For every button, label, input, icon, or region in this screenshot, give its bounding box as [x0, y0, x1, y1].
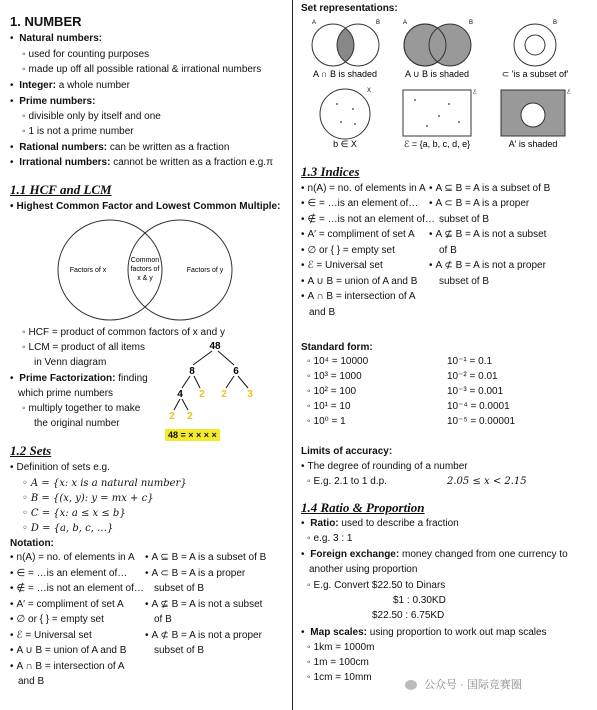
ratio-item: • Ratio: used to describe a fraction [301, 518, 459, 530]
tree-r2b: 3 [247, 389, 253, 400]
notation-left-7: • A ∪ B = union of A and B [10, 645, 126, 657]
prime-sub-1: ◦ divisible only by itself and one [22, 111, 161, 123]
standard-left-1: ◦ 10⁴ = 10000 [307, 356, 368, 368]
notation-left-6: • ℰ = Universal set [10, 630, 92, 642]
number-title: 1. NUMBER [10, 14, 82, 29]
wechat-icon [405, 680, 417, 690]
tree-r1: 6 [233, 366, 239, 377]
pf-multiply-2: the original number [34, 418, 120, 429]
indices-left-9: and B [309, 307, 336, 318]
caption-complement: A′ is shaded [508, 139, 558, 149]
indices-right-6: • A ⊄ B = A is not a proper [429, 260, 546, 272]
notation-right-6: • A ⊄ B = A is not a proper [145, 630, 262, 642]
set-d: ◦ D = {a, b, c, …} [22, 523, 113, 535]
standard-right-4: 10⁻⁴ = 0.0001 [447, 401, 510, 412]
set-representations-grid [303, 14, 593, 150]
notation-left-3: • ∉ = …is not an element of… [10, 583, 144, 595]
lcm-definition-1: ◦ LCM = product of all items [22, 342, 145, 354]
indices-left-1: • n(A) = no. of elements in A [301, 183, 426, 195]
notation-left-8: • A ∩ B = intersection of A [10, 661, 125, 673]
accuracy-text: • The degree of rounding of a number [301, 461, 468, 473]
set-representations-title: Set representations: [301, 3, 398, 14]
notation-right-5: of B [154, 614, 172, 625]
label-a-1: A [312, 20, 317, 26]
label-x: X [367, 88, 372, 94]
indices-right-2: • A ⊂ B = A is a proper [429, 198, 529, 210]
hcf-definition: ◦ HCF = product of common factors of x and y [22, 327, 225, 339]
indices-left-5: • ∅ or { } = empty set [301, 245, 395, 257]
notation-left-2: • ∈ = …is an element of… [10, 568, 127, 580]
foreign-exchange-result: $22.50 : 6.75KD [372, 610, 445, 621]
prime-factorization-item: • Prime Factorization: finding [10, 373, 148, 385]
map-scales-item: • Map scales: using proportion to work out map scales [301, 627, 547, 639]
venn-mid-label-2: factors of [130, 266, 160, 273]
accuracy-example: ◦ E.g. 2.1 to 1 d.p. [307, 476, 387, 488]
map-scale-2: ◦ 1m = 100cm [307, 657, 369, 669]
indices-right-4: • A ⊈ B = A is not a subset [429, 229, 546, 241]
standard-form-title: Standard form: [301, 342, 373, 353]
prime-numbers-item: • Prime numbers: [10, 96, 95, 108]
notation-right-3: subset of B [154, 583, 205, 594]
indices-left-3: • ∉ = …is not an element of… [301, 214, 435, 226]
notation-left-5: • ∅ or { } = empty set [10, 614, 104, 626]
prime-sub-2: ◦ 1 is not a prime number [22, 126, 134, 138]
notation-right-7: subset of B [154, 645, 205, 656]
label-b-3: B [553, 20, 558, 26]
venn-right-label: Factors of y [186, 267, 224, 274]
notation-right-4: • A ⊈ B = A is not a subset [145, 599, 262, 611]
notation-left-1: • n(A) = no. of elements in A [10, 552, 135, 564]
standard-right-3: 10⁻³ = 0.001 [447, 386, 504, 397]
hcf-heading: • Highest Common Factor and Lowest Common Multiple: [10, 201, 280, 213]
indices-right-5: of B [439, 245, 457, 256]
foreign-exchange-item: • Foreign exchange: money changed from one currency to [301, 549, 568, 561]
natural-sub-1: ◦ used for counting purposes [22, 49, 149, 61]
column-divider [292, 0, 293, 710]
notation-heading: Notation: [10, 538, 54, 549]
standard-right-2: 10⁻² = 0.01 [447, 371, 498, 382]
indices-left-7: • A ∪ B = union of A and B [301, 276, 417, 288]
standard-right-1: 10⁻¹ = 0.1 [447, 356, 493, 367]
tree-root: 48 [209, 341, 221, 352]
indices-right-7: subset of B [439, 276, 490, 287]
notation-left-9: and B [18, 676, 45, 687]
pf-multiply-1: ◦ multiply together to make [22, 403, 140, 415]
accuracy-title: Limits of accuracy: [301, 446, 393, 457]
ratio-example: ◦ e.g. 3 : 1 [307, 533, 352, 545]
foreign-exchange-example: ◦ E.g. Convert $22.50 to Dinars [307, 580, 445, 592]
indices-left-4: • A′ = compliment of set A [301, 229, 415, 241]
label-e-6: ℰ [567, 90, 571, 96]
map-scale-3: ◦ 1cm = 10mm [307, 672, 372, 684]
indices-left-6: • ℰ = Universal set [301, 260, 383, 272]
standard-left-5: ◦ 10⁰ = 1 [307, 416, 346, 428]
set-b: ◦ B = {(x, y): y = mx + c} [22, 493, 154, 505]
natural-sub-2: ◦ made up off all possible rational & irrational numbers [22, 64, 261, 76]
standard-left-3: ◦ 10² = 100 [307, 386, 356, 398]
venn-mid-label-3: x & y [137, 275, 153, 282]
set-a: ◦ A = {x: x is a natural number} [22, 478, 187, 490]
accuracy-range: 2.05 ≤ x < 2.15 [447, 476, 527, 487]
factor-tree-result: 48 = × × × × [165, 429, 220, 441]
label-a-2: A [403, 20, 408, 26]
sets-title: 1.2 Sets [10, 443, 52, 458]
sets-definition: • Definition of sets e.g. [10, 462, 110, 474]
tree-r2a: 2 [221, 389, 227, 400]
prime-factorization-line-2: which prime numbers [18, 388, 114, 399]
lcm-definition-2: in Venn diagram [34, 357, 107, 368]
notation-right-1: • A ⊆ B = A is a subset of B [145, 552, 266, 564]
tree-l2: 4 [177, 389, 183, 400]
hcf-venn-diagram [55, 218, 235, 322]
integer-item: • Integer: a whole number [10, 80, 130, 92]
caption-universal: ℰ = {a, b, c, d, e} [403, 139, 471, 149]
irrational-item: • Irrational numbers: cannot be written as a fraction e.g.π [10, 157, 273, 169]
foreign-exchange-rate: $1 : 0.30KD [393, 595, 446, 606]
tree-m3: 2 [187, 411, 193, 422]
caption-element: b ∈ X [333, 139, 357, 149]
caption-union: A ∪ B is shaded [404, 69, 470, 79]
venn-mid-label-1: Common [130, 257, 160, 264]
notation-left-4: • A′ = compliment of set A [10, 599, 124, 611]
ratio-title: 1.4 Ratio & Proportion [301, 500, 425, 515]
label-e-5: ℰ [473, 90, 477, 96]
tree-l1: 8 [189, 366, 195, 377]
standard-left-2: ◦ 10³ = 1000 [307, 371, 362, 383]
label-b-1: B [376, 20, 381, 26]
factor-tree [160, 338, 270, 422]
tree-l3: 2 [169, 411, 175, 422]
caption-intersection: A ∩ B is shaded [312, 69, 378, 79]
map-scale-1: ◦ 1km = 1000m [307, 642, 374, 654]
standard-right-5: 10⁻⁵ = 0.00001 [447, 416, 516, 427]
indices-right-3: subset of B [439, 214, 490, 225]
rational-item: • Rational numbers: can be written as a fraction [10, 142, 229, 154]
standard-left-4: ◦ 10¹ = 10 [307, 401, 351, 413]
indices-left-8: • A ∩ B = intersection of A [301, 291, 416, 303]
indices-left-2: • ∈ = …is an element of… [301, 198, 418, 210]
hcf-lcm-title: 1.1 HCF and LCM [10, 182, 112, 197]
indices-title: 1.3 Indices [301, 164, 360, 179]
foreign-exchange-line-2: another using proportion [309, 564, 418, 575]
label-b-2: B [469, 20, 474, 26]
notation-right-2: • A ⊂ B = A is a proper [145, 568, 245, 580]
natural-numbers-item: • Natural numbers: [10, 33, 102, 45]
indices-right-1: • A ⊆ B = A is a subset of B [429, 183, 550, 195]
tree-m2: 2 [199, 389, 205, 400]
watermark: 公众号 · 国际竞赛圈 [405, 676, 522, 692]
set-c: ◦ C = {x: a ≤ x ≤ b} [22, 508, 126, 520]
venn-left-label: Factors of x [69, 267, 107, 274]
caption-subset: ⊂ 'is a subset of' [501, 69, 569, 79]
